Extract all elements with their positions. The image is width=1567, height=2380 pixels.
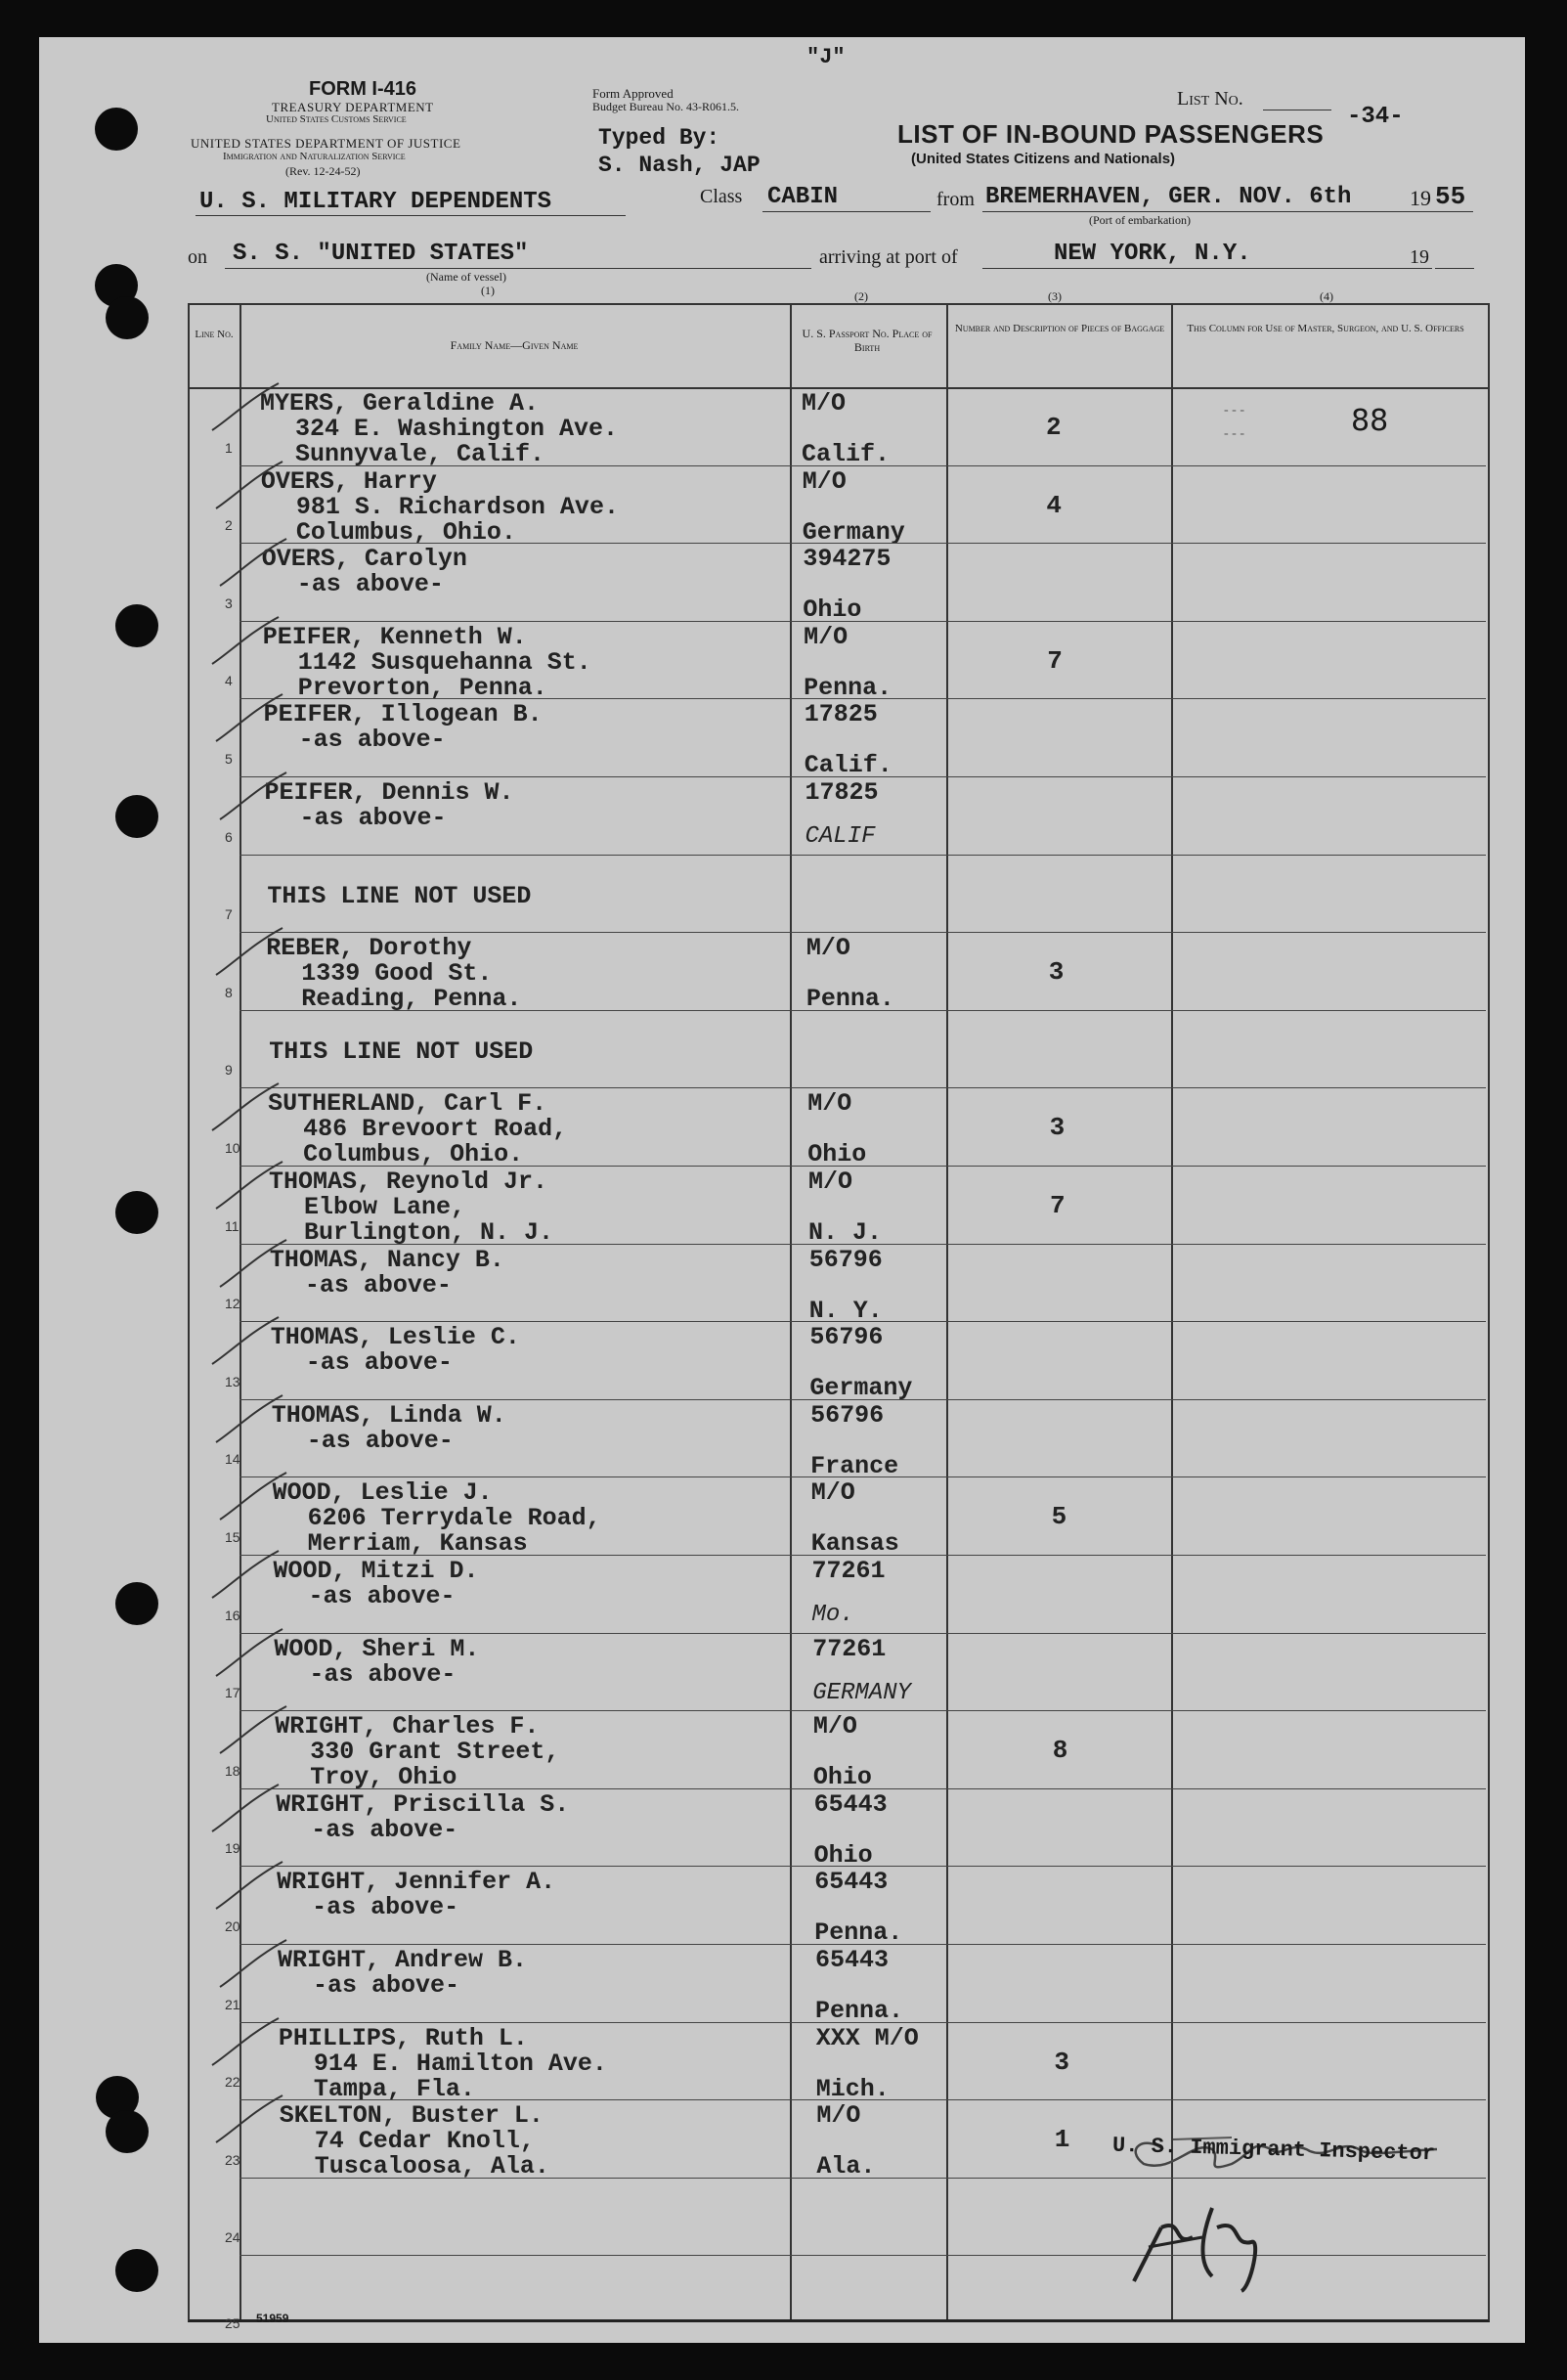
passenger-address: -as above-: [304, 1270, 452, 1300]
passenger-name: WRIGHT, Andrew B.: [278, 1946, 528, 1974]
baggage-count: 7: [1050, 1191, 1066, 1220]
passenger-address: -as above-: [305, 1348, 453, 1378]
table-row: [39, 621, 1525, 702]
line-number: 16: [225, 1607, 240, 1623]
passenger-city: Troy, Ohio: [310, 1763, 457, 1792]
line-number: 22: [225, 2074, 240, 2091]
baggage-count: 3: [1054, 2047, 1069, 2077]
passenger-address: 1142 Susquehanna St.: [297, 647, 591, 677]
budget-bureau: Budget Bureau No. 43-R061.5.: [592, 100, 739, 113]
passenger-name: PEIFER, Kenneth W.: [262, 622, 527, 651]
table-row: [39, 855, 1525, 933]
passenger-address: -as above-: [299, 804, 447, 832]
check-mark-icon: [210, 613, 288, 672]
passenger-name: WOOD, Sheri M.: [274, 1634, 480, 1663]
col-header-officers: This Column for Use of Master, Surgeon, and U. S. Officers: [1187, 323, 1464, 334]
table-row: [39, 1399, 1525, 1480]
passenger-address: 981 S. Richardson Ave.: [295, 492, 619, 521]
passenger-name: THIS LINE NOT USED: [267, 881, 532, 910]
passenger-name: WRIGHT, Charles F.: [275, 1712, 540, 1741]
passenger-name: THOMAS, Nancy B.: [269, 1245, 504, 1274]
place-of-birth: GERMANY: [812, 1679, 912, 1706]
line-number: 2: [225, 517, 233, 534]
place-of-birth: Penna.: [814, 1918, 903, 1948]
passenger-city: Burlington, N. J.: [304, 1218, 554, 1247]
line-number: 3: [225, 595, 233, 611]
baggage-count: 1: [1054, 2125, 1070, 2155]
passenger-city: Tuscaloosa, Ala.: [314, 2152, 549, 2182]
line-number: 9: [225, 1062, 233, 1079]
passenger-name: REBER, Dorothy: [266, 934, 472, 963]
place-of-birth: Penna.: [805, 985, 894, 1014]
passport-number: 17825: [805, 778, 879, 807]
justice-dept: UNITED STATES DEPARTMENT OF JUSTICE: [191, 136, 461, 151]
check-mark-icon: [210, 1313, 288, 1372]
check-mark-icon: [218, 1469, 296, 1527]
arriving-label: arriving at port of: [819, 246, 958, 268]
passenger-city: Columbus, Ohio.: [303, 1140, 524, 1169]
form-code: 51959: [256, 2312, 289, 2325]
passenger-address: -as above-: [309, 1659, 457, 1689]
passenger-name: THIS LINE NOT USED: [269, 1036, 534, 1066]
line-number: 12: [225, 1296, 240, 1312]
passenger-city: Columbus, Ohio.: [295, 517, 516, 547]
passenger-address: 324 E. Washington Ave.: [295, 415, 619, 443]
embarkation-port: BREMERHAVEN, GER. NOV. 6th: [985, 184, 1352, 210]
check-mark-icon: [218, 1702, 296, 1761]
table-row: [39, 776, 1525, 855]
inspector-signature: [1105, 2081, 1476, 2296]
line-number: 7: [225, 906, 233, 923]
line-number: 14: [225, 1451, 240, 1468]
check-mark-icon: [218, 1236, 296, 1295]
passenger-address: -as above-: [308, 1582, 456, 1610]
customs-service: United States Customs Service: [266, 113, 407, 125]
line-number: 17: [225, 1685, 240, 1701]
form-rev: (Rev. 12-24-52): [285, 164, 361, 178]
passenger-address: 6206 Terrydale Road,: [307, 1504, 601, 1533]
table-row: [39, 1087, 1525, 1169]
line-number: 1: [225, 439, 233, 456]
year-suffix: 55: [1435, 182, 1466, 211]
check-mark-icon: [210, 1781, 288, 1839]
typed-by: S. Nash, JAP: [598, 153, 761, 178]
col-header-passport: U. S. Passport No. Place of Birth: [802, 327, 933, 354]
list-no-label: List No.: [1177, 88, 1243, 110]
line-number: 4: [225, 673, 233, 689]
check-mark-icon: [210, 379, 288, 438]
passport-number: M/O: [808, 1168, 853, 1196]
on-label: on: [188, 246, 207, 268]
list-subtitle: (United States Citizens and Nationals): [911, 151, 1176, 167]
passport-number: 56796: [810, 1400, 885, 1430]
place-of-birth: Germany: [809, 1374, 913, 1403]
line-number: 6: [225, 828, 233, 845]
place-of-birth: Calif.: [804, 751, 892, 780]
place-of-birth: Penna.: [815, 1997, 904, 2025]
check-mark-icon: [210, 1080, 288, 1138]
line-number: 20: [225, 1917, 240, 1934]
baggage-count: 3: [1048, 957, 1065, 988]
table-row: [39, 1166, 1525, 1247]
passport-number: M/O: [807, 1089, 852, 1119]
check-mark-icon: [210, 1547, 288, 1606]
table-row: [39, 1633, 1525, 1711]
line-number: 11: [225, 1217, 239, 1234]
passenger-city: Prevorton, Penna.: [297, 673, 547, 702]
passenger-address: 330 Grant Street,: [310, 1738, 560, 1767]
passenger-address: -as above-: [306, 1426, 454, 1455]
passport-number: M/O: [802, 466, 847, 496]
passenger-city: Merriam, Kansas: [307, 1529, 528, 1559]
line-number: 8: [225, 984, 233, 1000]
passenger-address: -as above-: [311, 1815, 458, 1844]
passenger-city: Tampa, Fla.: [313, 2074, 475, 2103]
vessel-name: S. S. "UNITED STATES": [233, 241, 529, 267]
passport-number: M/O: [804, 622, 849, 651]
passenger-address: -as above-: [296, 570, 444, 599]
binder-hole: [106, 296, 149, 339]
class-value: CABIN: [767, 184, 839, 210]
passport-number: M/O: [812, 1712, 857, 1741]
check-mark-icon: [214, 1858, 292, 1917]
table-row: [39, 1321, 1525, 1403]
passport-number: M/O: [816, 2101, 861, 2131]
place-of-birth: France: [810, 1451, 899, 1480]
col-num-2: (2): [854, 289, 868, 303]
passport-number: 65443: [814, 1868, 889, 1897]
baggage-count: 8: [1052, 1736, 1068, 1766]
year-prefix: 19: [1410, 186, 1431, 210]
treasury-dept: TREASURY DEPARTMENT: [272, 100, 434, 114]
check-mark-icon: [214, 924, 292, 983]
col-num-1: (1): [481, 284, 495, 297]
col-header-baggage: Number and Description of Pieces of Baggage: [954, 323, 1165, 334]
passenger-name: THOMAS, Leslie C.: [270, 1323, 520, 1352]
line-number: 13: [225, 1373, 240, 1389]
passenger-address: Elbow Lane,: [304, 1193, 466, 1221]
table-row: [39, 1476, 1525, 1559]
passenger-name: PEIFER, Dennis W.: [264, 778, 514, 807]
place-of-birth: Germany: [802, 517, 905, 547]
place-of-birth: Mo.: [811, 1602, 854, 1628]
place-of-birth: Ohio: [813, 1840, 873, 1870]
baggage-count: 4: [1046, 490, 1062, 520]
passenger-name: WRIGHT, Jennifer A.: [277, 1868, 556, 1897]
passenger-name: MYERS, Geraldine A.: [260, 389, 540, 418]
table-row: [39, 1866, 1525, 1948]
form-approved: Form Approved: [592, 86, 674, 101]
vessel-caption: (Name of vessel): [426, 270, 506, 284]
place-of-birth: Ohio: [807, 1140, 867, 1169]
line-number: 21: [225, 1996, 240, 2012]
col-num-3: (3): [1048, 289, 1062, 303]
line-number: 24: [225, 2229, 240, 2246]
place-of-birth: Calif.: [802, 440, 891, 468]
passenger-name: OVERS, Harry: [260, 466, 437, 496]
passport-number: 394275: [803, 545, 892, 574]
arrival-year: 19: [1410, 246, 1429, 268]
passport-number: 56796: [809, 1323, 884, 1352]
line-number: 10: [225, 1139, 240, 1156]
passport-number: 56796: [808, 1245, 883, 1274]
passport-number: 17825: [804, 700, 878, 729]
line-number: 19: [225, 1840, 240, 1857]
check-mark-icon: [218, 769, 296, 827]
passenger-name: OVERS, Carolyn: [261, 545, 467, 574]
passport-number: 65443: [815, 1946, 890, 1974]
baggage-count: 2: [1046, 413, 1062, 442]
passport-number: M/O: [810, 1478, 855, 1508]
passenger-city: Sunnyvale, Calif.: [295, 440, 545, 468]
passenger-address: 74 Cedar Knoll,: [314, 2127, 535, 2156]
passenger-name: SUTHERLAND, Carl F.: [268, 1089, 547, 1119]
line-number: 25: [225, 2314, 240, 2331]
passenger-name: THOMAS, Linda W.: [271, 1400, 506, 1430]
officer-mark: 88: [1351, 404, 1389, 438]
passenger-address: 1339 Good St.: [301, 959, 493, 989]
baggage-count: 7: [1047, 645, 1063, 676]
passport-number: 65443: [813, 1789, 888, 1819]
line-number: 23: [225, 2151, 240, 2168]
passenger-name: WRIGHT, Priscilla S.: [276, 1789, 570, 1819]
place-of-birth: Penna.: [804, 673, 892, 702]
baggage-count: 5: [1051, 1502, 1067, 1532]
ins-service: Immigration and Naturalization Service: [223, 151, 406, 162]
place-of-birth: Mich.: [815, 2074, 890, 2103]
col-num-4: (4): [1320, 289, 1333, 303]
passenger-name: PHILLIPS, Ruth L.: [278, 2023, 528, 2052]
check-mark-icon: [214, 1625, 292, 1684]
arrival-port: NEW YORK, N.Y.: [1054, 241, 1251, 267]
binder-hole: [95, 108, 138, 151]
passenger-address: 486 Brevoort Road,: [303, 1115, 568, 1144]
passenger-city: Reading, Penna.: [301, 985, 522, 1014]
table-row: [39, 1710, 1525, 1792]
manifest-page: [39, 37, 1525, 2343]
table-row: [39, 387, 1525, 468]
place-of-birth: Kansas: [810, 1529, 899, 1559]
table-row: [39, 543, 1525, 625]
check-mark-icon: [214, 690, 292, 749]
port-embark-caption: (Port of embarkation): [1089, 213, 1191, 227]
list-no: -34-: [1347, 104, 1404, 130]
passenger-address: 914 E. Hamilton Ave.: [313, 2049, 607, 2078]
passport-number: M/O: [805, 934, 850, 963]
check-mark-icon: [214, 1391, 292, 1450]
table-row: [39, 1788, 1525, 1870]
passport-number: M/O: [802, 389, 847, 418]
passenger-name: SKELTON, Buster L.: [279, 2101, 544, 2131]
place-of-birth: Ohio: [803, 595, 862, 625]
col-header-name: Family Name—Given Name: [450, 338, 579, 352]
top-mark: "J": [806, 45, 846, 69]
place-of-birth: N. J.: [808, 1218, 883, 1247]
passport-number: XXX M/O: [815, 2023, 919, 2052]
table-row: [39, 1555, 1525, 1633]
officer-dashes: - - - - - -: [1224, 403, 1244, 441]
check-mark-icon: [218, 535, 296, 594]
check-mark-icon: [214, 2092, 292, 2150]
class-label: Class: [700, 186, 743, 207]
line-number: 15: [225, 1528, 240, 1545]
place-of-birth: CALIF: [805, 823, 876, 850]
place-of-birth: Ohio: [812, 1763, 872, 1792]
check-mark-icon: [210, 2014, 288, 2073]
list-title: LIST OF IN-BOUND PASSENGERS: [897, 119, 1325, 149]
form-number: FORM I-416: [309, 78, 417, 100]
passport-number: 77261: [812, 1634, 887, 1663]
col-header-line-no: Line No.: [195, 329, 234, 340]
place-of-birth: N. Y.: [808, 1296, 883, 1325]
line-number: 5: [225, 750, 233, 767]
from-label: from: [936, 189, 975, 210]
table-row: [39, 698, 1525, 780]
table-row: [39, 465, 1525, 547]
passenger-name: WOOD, Leslie J.: [272, 1478, 493, 1508]
inspector-label: U. S. Immigrant Inspector: [1111, 2133, 1436, 2167]
place-of-birth: Ala.: [816, 2152, 876, 2182]
passenger-name: WOOD, Mitzi D.: [273, 1557, 479, 1585]
table-row: [39, 1944, 1525, 2025]
table-row: [39, 1244, 1525, 1325]
passenger-name: THOMAS, Reynold Jr.: [269, 1168, 548, 1196]
passenger-address: -as above-: [298, 726, 446, 755]
typed-by-label: Typed By:: [598, 125, 720, 151]
passenger-name: PEIFER, Illogean B.: [263, 700, 543, 729]
baggage-count: 3: [1049, 1113, 1066, 1143]
table-row: [39, 932, 1525, 1014]
dependents-group: U. S. MILITARY DEPENDENTS: [199, 189, 552, 215]
check-mark-icon: [214, 1158, 292, 1216]
passenger-address: -as above-: [313, 1971, 460, 2000]
line-number: 18: [225, 1762, 240, 1779]
passenger-address: -as above-: [312, 1893, 459, 1922]
table-row: [39, 1010, 1525, 1088]
check-mark-icon: [218, 1936, 296, 1995]
check-mark-icon: [214, 458, 292, 516]
passport-number: 77261: [811, 1557, 886, 1585]
